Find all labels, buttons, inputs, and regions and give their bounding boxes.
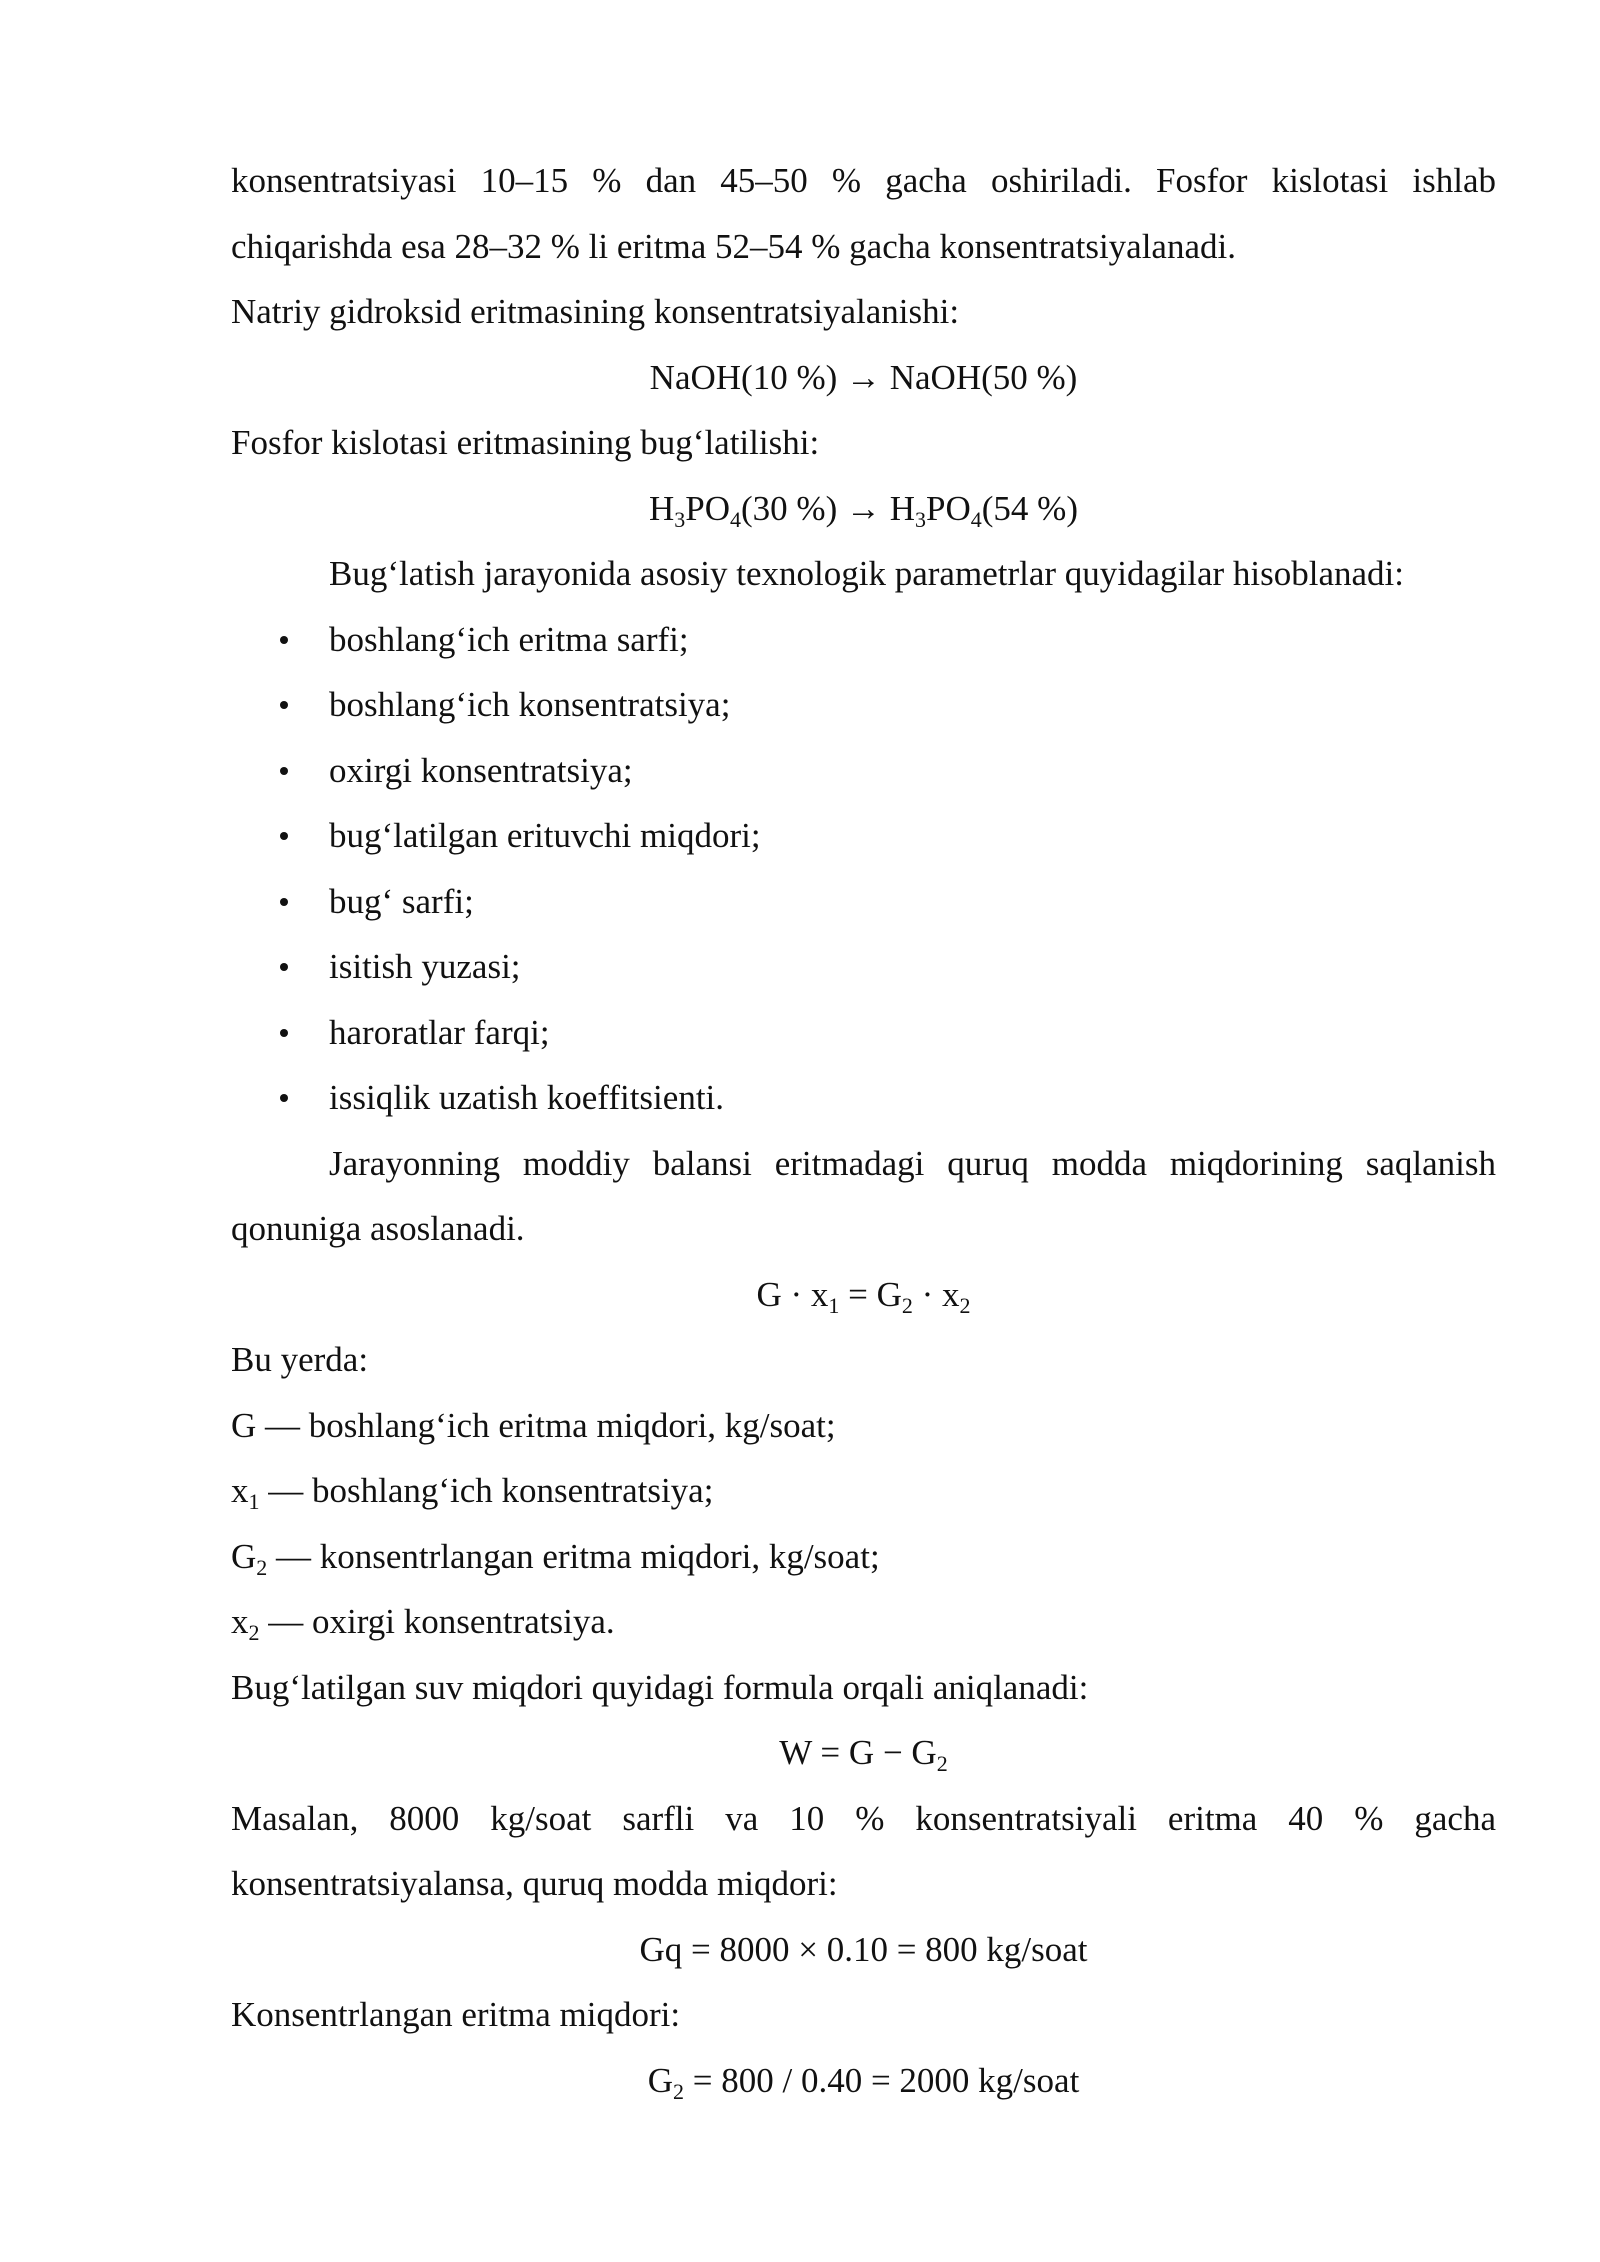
list-item [231,738,1496,804]
definition-x1 [231,1458,1496,1524]
paragraph-line: konsentratsiyalansa, quruq modda miqdori: [231,1864,838,1903]
formula-text: (30 %) → [741,488,890,528]
concentrated-equation [231,2048,1496,2114]
list-item [231,1065,1496,1131]
formula-po: PO [926,488,971,528]
list-item-text: oxirgi konsentratsiya; [329,750,633,790]
naoh-equation: NaOH(10 %) → NaOH(50 %) [649,357,1078,397]
water-caption: Bug‘latilgan suv miqdori quyidagi formula orqali aniqlanadi: [231,1667,1089,1707]
paragraph-line: Jarayonning moddiy balansi eritmadagi quruq modda miqdorining saqlanish [329,1143,1496,1183]
dry-matter-equation: Gq = 8000 × 0.10 = 800 kg/soat [639,1929,1088,1969]
formula-text: G · x [756,1274,829,1314]
subscript: 1 [828,1292,840,1318]
list-item [231,1000,1496,1066]
definition-x2 [231,1589,1496,1655]
list-item [231,803,1496,869]
definition-text: — oxirgi konsentratsiya. [259,1602,615,1641]
list-item-text: boshlang‘ich konsentratsiya; [329,685,731,724]
h3po4-equation [231,476,1496,542]
subscript: 2 [256,1554,268,1580]
subscript: 2 [248,1620,260,1645]
formula-text: W = G − G [779,1733,937,1772]
formula-text: · x [912,1274,960,1314]
list-item [231,934,1496,1000]
list-item-text: bug‘latilgan erituvchi miqdori; [329,816,761,855]
params-intro: Bug‘latish jarayonida asosiy texnologik parametrlar quyidagilar hisoblanadi: [329,554,1405,593]
formula-text: (54 %) [981,488,1078,528]
formula-h: H [889,488,916,528]
concentrated-caption: Konsentrlangan eritma miqdori: [231,1995,681,2034]
formula-text: = 800 / 0.40 = 2000 kg/soat [683,2060,1080,2100]
balance-equation [231,1262,1496,1328]
bullet-icon [280,1029,288,1037]
bullet-icon [280,963,288,971]
bullet-icon [280,1094,288,1102]
bullet-icon [280,832,288,840]
formula-po: PO [685,488,731,528]
list-item [231,607,1496,673]
subscript: 3 [915,506,927,532]
list-item-text: boshlang‘ich eritma sarfi; [329,619,689,659]
symbol: x [231,1471,249,1510]
document-page [231,148,1496,2113]
h3po4-caption: Fosfor kislotasi eritmasining bug‘latilishi: [231,423,820,462]
paragraph-line: qonuniga asoslanadi. [231,1209,525,1248]
subscript: 2 [901,1292,913,1318]
list-item [231,869,1496,935]
symbol: x [231,1602,249,1641]
where-label: Bu yerda: [231,1340,369,1379]
subscript: 4 [730,506,742,532]
subscript: 2 [959,1292,971,1318]
subscript: 2 [936,1751,948,1776]
symbol: G [647,2060,673,2100]
water-equation [231,1720,1496,1786]
paragraph-line: chiqarishda esa 28–32 % li eritma 52–54 % gacha konsentratsiyalanadi. [231,226,1236,266]
formula-text: = G [839,1274,902,1314]
definition-text: — boshlang‘ich konsentratsiya; [259,1471,714,1510]
bullet-icon [280,636,288,644]
list-item [231,672,1496,738]
subscript: 1 [248,1489,260,1514]
list-item-text: bug‘ sarfi; [329,881,474,921]
formula-h: H [649,488,675,528]
subscript: 2 [672,2078,684,2104]
list-item-text: isitish yuzasi; [329,947,521,986]
bullet-icon [280,767,288,775]
list-item-text: issiqlik uzatish koeffitsienti. [329,1078,725,1117]
symbol: G [231,1536,257,1576]
paragraph-line: Masalan, 8000 kg/soat sarfli va 10 % konsentratsiyali eritma 40 % gacha [231,1798,1496,1838]
definition-g2 [231,1524,1496,1590]
paragraph-line: konsentratsiyasi 10–15 % dan 45–50 % gacha oshiriladi. Fosfor kislotasi ishlab [231,161,1496,200]
naoh-caption: Natriy gidroksid eritmasining konsentratsiyalanishi: [231,292,960,331]
params-list [231,607,1496,1131]
definition-g: G — boshlang‘ich eritma miqdori, kg/soat; [231,1405,836,1445]
bullet-icon [280,898,288,906]
subscript: 4 [970,506,982,532]
definition-text: — konsentrlangan eritma miqdori, kg/soat; [267,1536,880,1576]
list-item-text: haroratlar farqi; [329,1012,550,1052]
bullet-icon [280,701,288,709]
subscript: 3 [674,506,686,532]
